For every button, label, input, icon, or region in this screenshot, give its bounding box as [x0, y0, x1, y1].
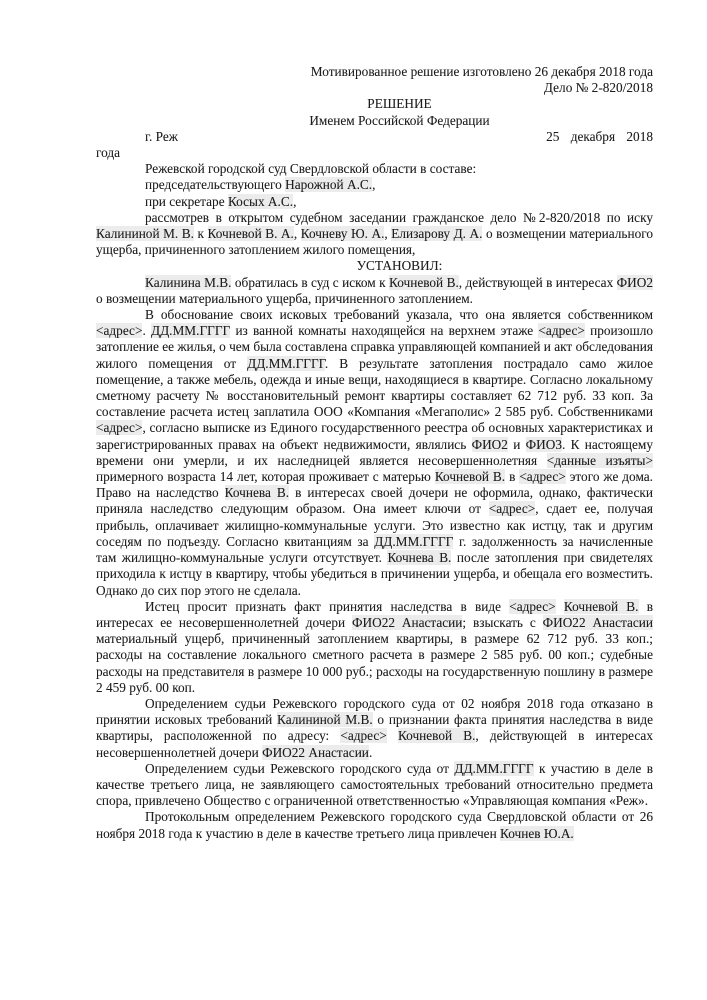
date-tail [96, 145, 653, 161]
anonymized-token: ДД.ММ.ГГГГ [151, 323, 231, 339]
text-segment: Истец просит признать факт принятия наследства в виде [145, 598, 510, 614]
text-segment [387, 728, 398, 743]
anonymized-token: ФИО22 Анастасии [352, 614, 463, 630]
anonymized-token: ФИО22 Анастасии [542, 614, 653, 630]
text-segment: Мотивированное решение изготовлено 26 декабря 2018 года [310, 64, 653, 79]
anonymized-token: Елизарову Д. А. [391, 226, 483, 242]
ustanovil-heading [96, 258, 653, 274]
anonymized-token: ФИО22 Анастасии [262, 744, 369, 760]
text-segment: обратилась в суд с иском к [231, 274, 389, 290]
anonymized-token: Кочневой В. [397, 728, 476, 744]
anonymized-token: ДД.ММ.ГГГГ [247, 355, 325, 371]
anonymized-token: Кочневой В. [389, 274, 459, 290]
text-segment: в интересах ее несовершеннолетней дочери [96, 598, 654, 630]
anonymized-token: ДД.ММ.ГГГГ [374, 533, 454, 549]
place-date-line-right: 25 декабря 2018 [546, 128, 653, 144]
anonymized-token: Калинина М.В. [145, 274, 232, 290]
text-segment: , [384, 226, 392, 242]
text-segment: ; взыскать с [462, 614, 543, 630]
text-segment: . [368, 744, 373, 760]
text-segment: года [96, 145, 121, 161]
text-segment: после затопления при свидетелях приходила к истцу в квартиру, чтобы убедиться в причинении ущерба, и обещала его возместить. Однако до сих пор этого не сделала. [96, 550, 653, 598]
anonymized-token: <данные изъяты> [546, 452, 653, 468]
anonymized-token: <адрес> [509, 598, 556, 614]
text-segment: , [293, 226, 301, 242]
third-party-kochnev-paragraph [96, 809, 653, 841]
ruling-refusal-paragraph [96, 696, 653, 761]
claims-paragraph [96, 599, 653, 696]
anonymized-token: ДД.ММ.ГГГГ [454, 760, 534, 776]
text-segment: , действующей в интересах [458, 274, 617, 290]
anonymized-token: <адрес> [519, 469, 566, 485]
anonymized-token: ФИО3 [525, 436, 562, 452]
anonymized-token: ФИО2 [616, 274, 654, 290]
text-segment: примерного возраста 14 лет, которая проживает с матерью [96, 469, 435, 485]
anonymized-token: <адрес> [538, 323, 585, 339]
text-segment: материальный ущерб, причиненный затоплением квартиры, в размере 62 712 руб. 33 коп.; расходы на составление локального сметного расчета в размере 2 585 руб. 00 коп.; судебные расходы на представителя в размере 10 000 руб.; расходы на государственную пошлину в размере 2 459 руб. 00 коп. [96, 631, 653, 695]
court-line [96, 161, 653, 177]
text-segment: этого же дома. Право на наследство [96, 469, 653, 501]
document-content [96, 64, 653, 842]
anonymized-token: Косых А.С. [227, 193, 294, 209]
text-segment: Именем Российской Федерации [309, 112, 490, 128]
anonymized-token: ФИО2 [471, 436, 508, 452]
text-segment: о возмещении материального ущерба, причиненного затоплением. [96, 290, 473, 306]
anonymized-token: Кочневой В. [563, 598, 639, 614]
text-segment [556, 599, 564, 614]
claim-intro-paragraph [96, 275, 653, 307]
judge-line [96, 177, 653, 193]
place-date-line [96, 129, 653, 145]
text-segment: из ванной комнаты находящейся на верхнем этаже [230, 323, 539, 339]
anonymized-token: <адрес> [488, 501, 536, 517]
text-segment: , сдает ее, получая прибыль, оплачивает жилищно-коммунальные услуги. Это известно как истцу, так и другим соседям по подъезду. Согласно квитанциям за [96, 501, 653, 549]
text-segment: при секретаре [145, 193, 228, 209]
text-segment: в интересах своей дочери не оформила, однако, фактически приняла наследство следующим образом. Она имеет ключи от [96, 485, 653, 517]
anonymized-token: <адрес> [340, 728, 387, 744]
text-segment: УСТАНОВИЛ: [356, 258, 443, 274]
text-segment: . [142, 323, 152, 339]
text-segment: г. задолженность за начисленные там жилищно-коммунальные услуги отсутствует. [96, 533, 653, 566]
text-segment: к участию в деле в качестве третьего лица, не заявляющего самостоятельных требований относительно предмета спора, привлечено Общество с ограниченной ответственностью «Управляющая компания «Реж». [96, 760, 653, 809]
anonymized-token: Нарожной А.С. [285, 177, 373, 193]
text-segment: произошло затопление ее жилья, о чем была составлена справка управляющей компанией и акт обследования жилого помещения от [96, 323, 654, 371]
claim-grounds-paragraph [96, 307, 653, 599]
text-segment: , согласно выписке из Единого государственного реестра об основных характеристиках и зарегистрированных правах на объект недвижимости, являлись [96, 420, 653, 452]
case-number [96, 80, 653, 96]
secretary-line [96, 194, 653, 210]
text-segment: и [507, 436, 526, 452]
case-intro-paragraph [96, 210, 653, 259]
anonymized-token: Кочнев Ю.А. [500, 825, 574, 841]
text-segment: в [505, 469, 520, 485]
anonymized-token: <адрес> [96, 323, 143, 339]
text-segment: Определением судьи Режевского городского суда от [145, 760, 455, 776]
text-segment: , [372, 177, 376, 193]
text-segment: рассмотрев в открытом судебном заседании гражданское дело №2-820/2018 по иску [145, 209, 653, 225]
text-segment: Дело № 2-820/2018 [543, 80, 653, 96]
place-date-line-left: г. Реж [145, 128, 178, 144]
text-segment: . В результате затопления пострадало само жилое помещение, а также мебель, одежда и иные вещи, находящиеся в квартире. Согласно локальному сметному расчету № восстановительный ремонт квартиры составляет 62 712 руб. 33 коп. За составление расчета истец заплатила ООО «Компания «Мегаполис» 2 585 руб. Собственниками [96, 355, 653, 420]
text-segment: Определением судьи Режевского городского суда от 02 ноября 2018 года отказано в принятии исковых требований [96, 695, 653, 728]
third-party-uk-paragraph [96, 761, 653, 810]
text-segment: Протокольным определением Режевского городского суда Свердловской области от 26 ноября 2018 года к участию в деле в качестве третьего лица привлечен [96, 809, 653, 841]
text-segment: Режевской городской суд Свердловской области в составе: [145, 161, 477, 177]
text-segment: о признании факта принятия наследства в виде квартиры, расположенной по адресу: [96, 712, 653, 744]
text-segment: РЕШЕНИЕ [367, 96, 432, 112]
doc-title [96, 96, 653, 112]
anonymized-token: Калининой М.В. [277, 712, 373, 728]
doc-subtitle [96, 113, 653, 129]
issued-line [96, 64, 653, 80]
text-segment: В обоснование своих исковых требований указала, что она является собственником [145, 307, 653, 323]
anonymized-token: Калининой М. В. [96, 226, 194, 242]
text-segment: председательствующего [145, 177, 286, 193]
text-segment: , [293, 193, 297, 209]
anonymized-token: Кочневой В. [434, 469, 506, 485]
text-segment: к [193, 226, 208, 242]
anonymized-token: Кочнева В. [224, 485, 290, 501]
text-segment: , действующей в интересах несовершеннолетней дочери [96, 728, 653, 760]
anonymized-token: <адрес> [96, 420, 143, 436]
text-segment: о возмещении материального ущерба, причиненного затоплением жилого помещения, [96, 226, 654, 258]
anonymized-token: Кочневу Ю. А. [300, 226, 385, 242]
text-segment: . К настоящему времени они умерли, и их наследницей является несовершеннолетняя [96, 436, 653, 468]
anonymized-token: Кочневой В. А. [207, 226, 294, 242]
anonymized-token: Кочнева В. [387, 550, 452, 566]
